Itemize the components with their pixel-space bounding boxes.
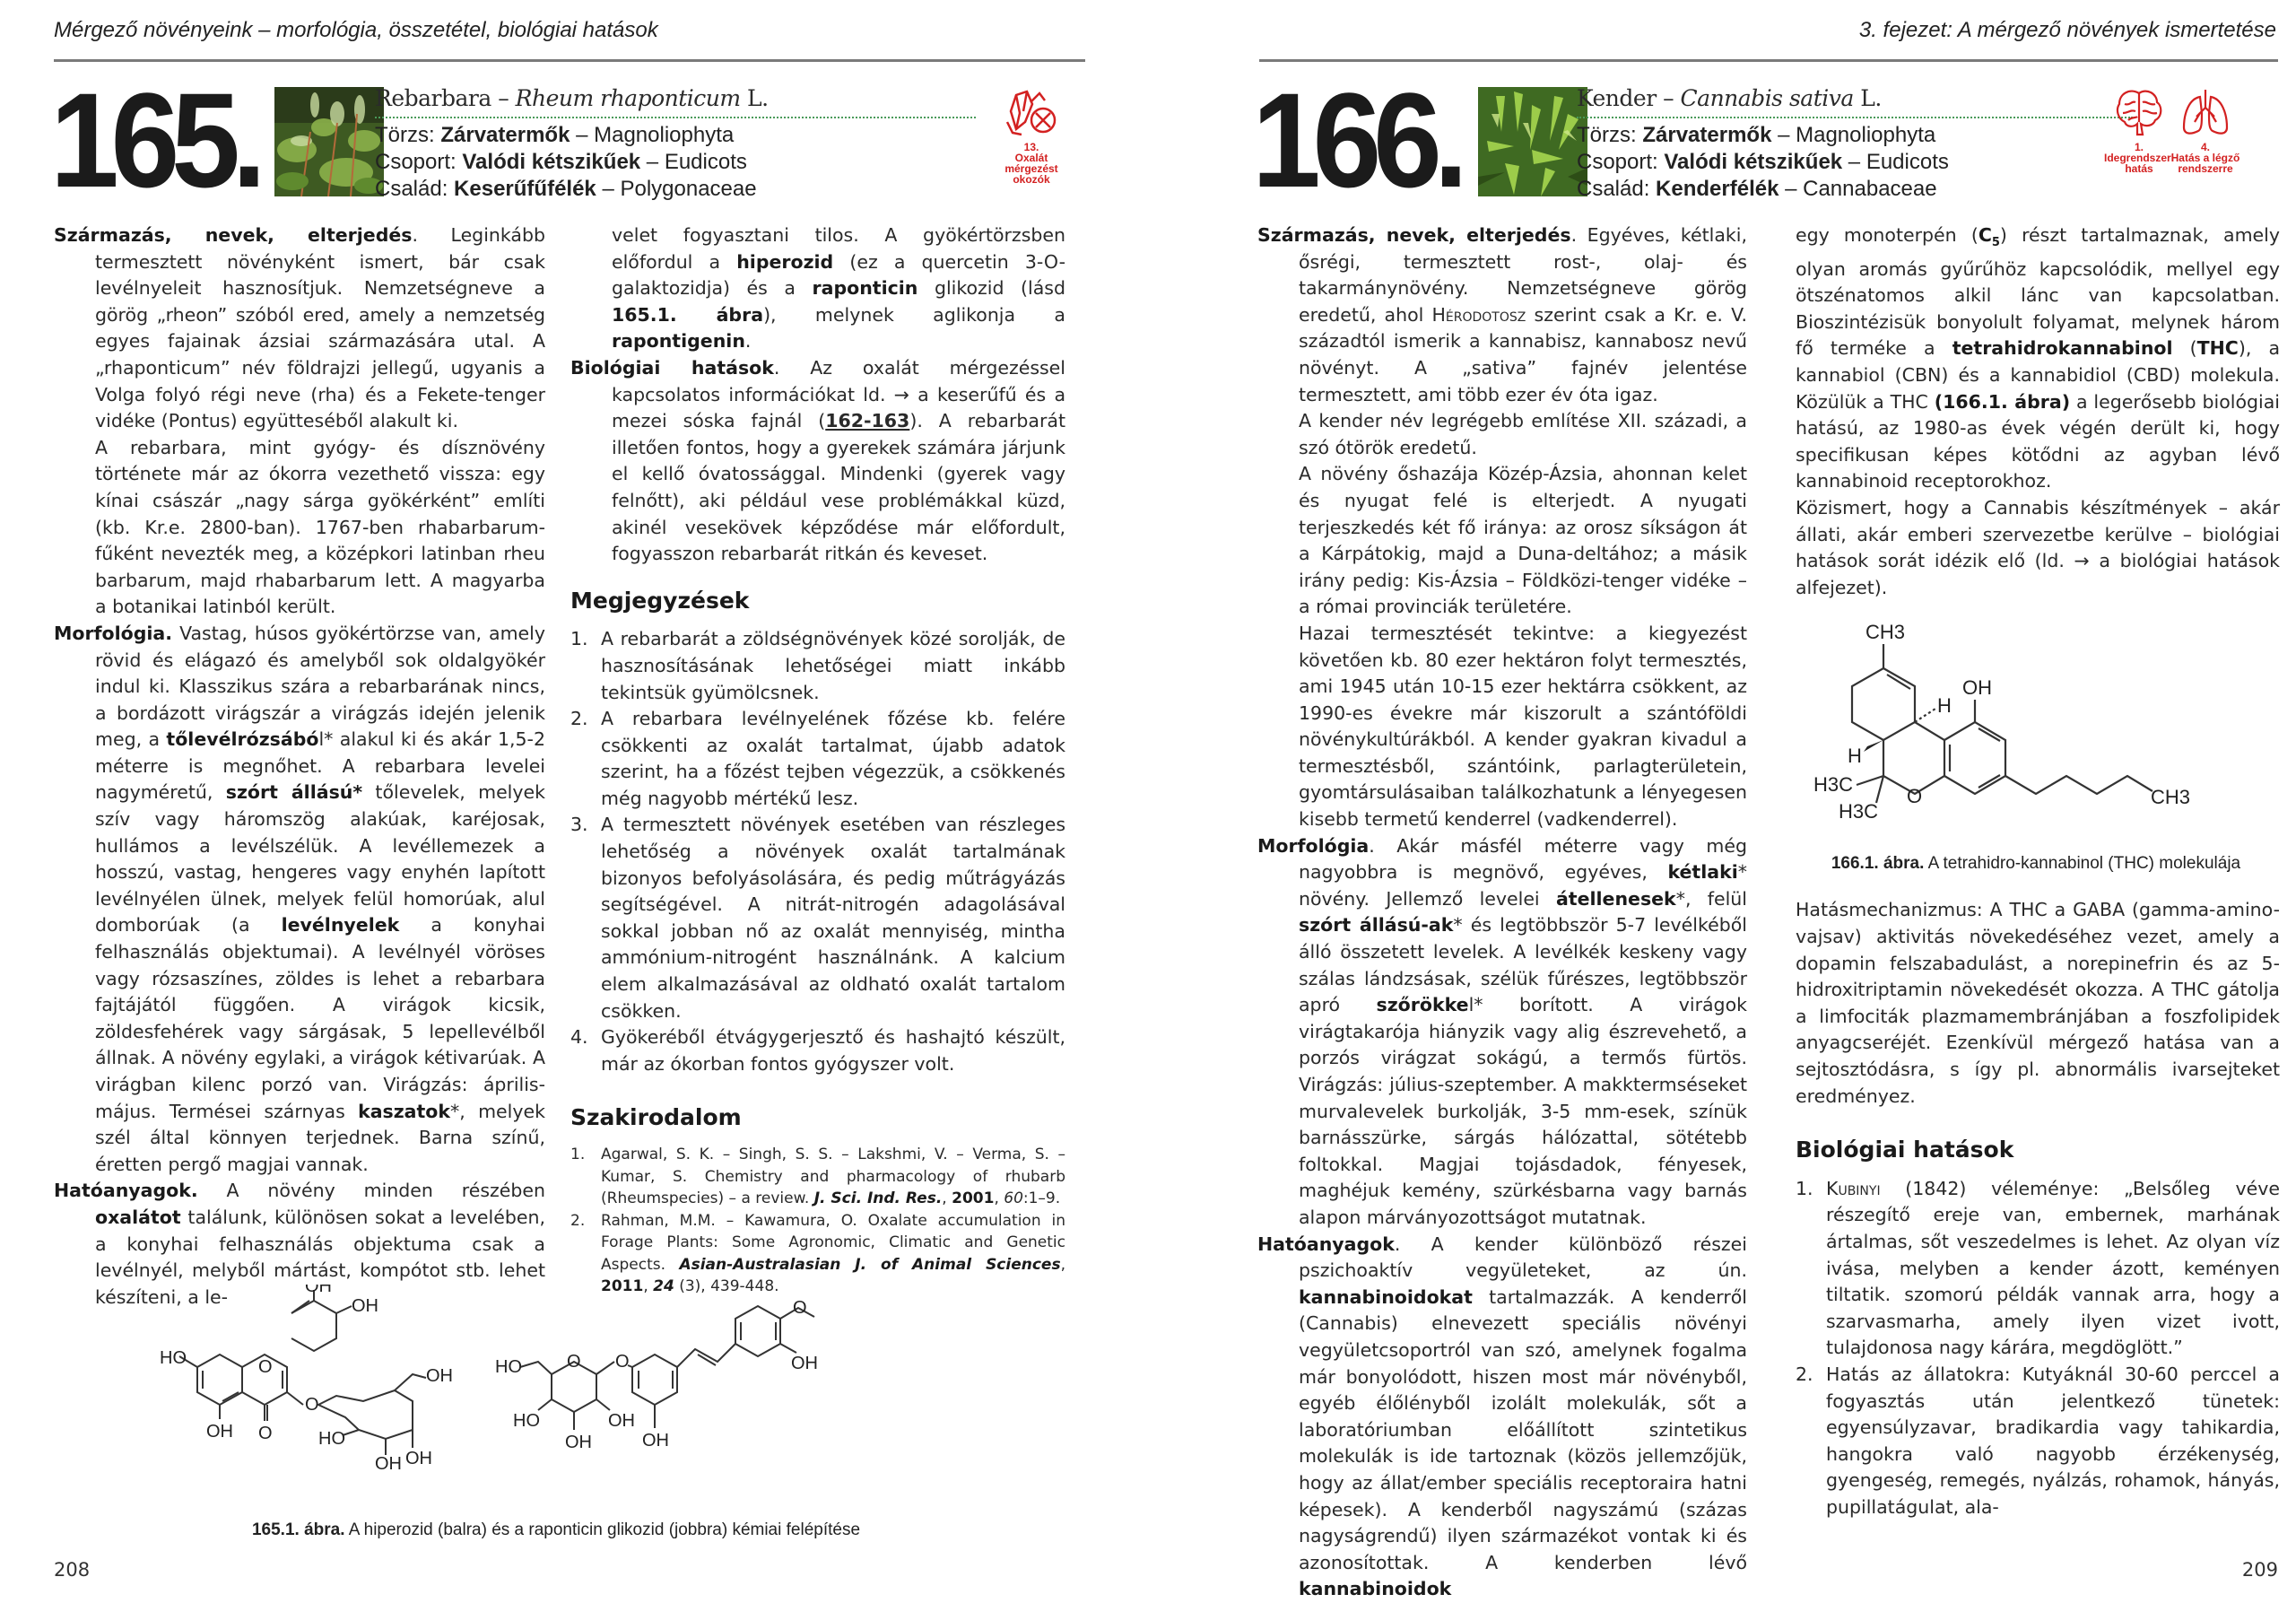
hazard-badge-respiratory	[2170, 86, 2240, 174]
chem-label: H3C	[1839, 800, 1879, 823]
author-abbr: L.	[1853, 85, 1882, 111]
effect-item: 1. Kubinyi (1842) véleménye: „Belsőleg véve részegítő ereje van, embernek, marhának ártalmas, sőt veszedelmes is lehet. Az olyan víz ivása, melyben a kender ázott, keményen tiltatik. szomorú példák vannak arra, hogy a szarvasmarha, amely ilyen vizet ivott, tulajdonosa nagy kárára, megdöglött.”	[1796, 1177, 2280, 1359]
biological-effects-list	[1796, 1176, 2280, 1521]
chem-label: OH	[565, 1433, 592, 1452]
biological-effects-heading: Biológiai hatások	[1796, 1137, 2014, 1163]
chem-label: OH	[405, 1449, 432, 1468]
chem-label: OH	[1962, 676, 1992, 699]
chem-label: OH	[375, 1454, 402, 1474]
chem-label: O	[567, 1352, 581, 1372]
chem-label: HO	[513, 1411, 540, 1431]
name-history-paragraph: A kender név legrégebb említése XII. századi, a szó ótörök eredetű.	[1299, 410, 1747, 458]
thc-molecule-structure	[1794, 619, 2278, 843]
rhubarb-photo	[274, 87, 384, 196]
taxon-group: Csoport: Valódi kétszikűek – Eudicots	[1577, 150, 1949, 174]
page-number: 208	[54, 1559, 91, 1581]
species-title	[375, 85, 976, 118]
chem-label: OH	[608, 1411, 635, 1431]
entry-number: 165.	[50, 65, 258, 215]
entry-number: 166.	[1252, 65, 1460, 215]
spread-paragraph: A növény őshazája Közép-Ázsia, ahonnan kelet és nyugat felé is elterjedt. A nyugati terjeszkedés két fő iránya: az orosz síkságon át a Kárpátokig, majd a Duna-deltához; a másik irány pedig: Kis-Ázsia – Földközi-tenger vidéke – a római provinciák területére.	[1299, 463, 1747, 618]
notes-heading: Megjegyzések	[570, 587, 750, 614]
cannabis-photo	[1478, 87, 1587, 196]
hazard-label: Oxalát mérgezést okozók	[1004, 152, 1058, 186]
hazard-number: 1.	[2134, 141, 2144, 153]
taxon-phylum: Törzs: Zárvatermők – Magnoliophyta	[1577, 123, 1936, 147]
history-paragraph: A rebarbara, mint gyógy- és dísznövény története már az ókorra vezethető vissza: egy kínai császár „nagy sárga gyökérként” említi (kb. Kr.e. 2800-ban). 1767-ben rhabarbarum-fűként nevezték meg, a középkori latinban rheu barbarum, majd rhabarbarum lett. A magyarba a botanikai latinból került.	[95, 436, 545, 618]
note-item: 2. A rebarbara levélnyelének főzése kb. felére csökkenti az oxalát tartalmat, újabb adatok szerint, ha a főzést tejben végezzük, a csökkenés még nagyobb mértékű lesz.	[570, 708, 1065, 809]
common-name: Rebarbara –	[375, 85, 516, 111]
references-heading: Szakirodalom	[570, 1104, 742, 1131]
species-title	[1577, 85, 2133, 118]
figure-caption: 166.1. ábra. A tetrahidro-kannabinol (THC) molekulája	[1831, 854, 2241, 873]
figure-165-1	[144, 1285, 969, 1545]
active-ingredients-continued: velet fogyasztani tilos. A gyökértörzsben előfordul a hiperozid (ez a quercetin 3-O-galaktozidja) és a raponticin glikozid (lásd 165.1. ábra), melynek aglikonja a rapontigenin.	[612, 224, 1065, 353]
cultivation-paragraph: Hazai termesztését tekintve: a kiegyezést követően kb. 80 ezer hektáron folyt termesztés, ami 1945 után 10-15 ezer hektárra csökkent, az 1990-es évekre már kiszorult a szántóföldi növénykultúrákból. A kender gyakran kivadul a termesztésből, szántóink, parlagterületein, gyomtársulásaiban találkozhatunk a lényegesen kisebb termetű kenderrel (vadkenderrel).	[1299, 622, 1747, 831]
text-column-1	[1257, 222, 1747, 1603]
reference-item: 2. Rahman, M.M. – Kawamura, O. Oxalate accumulation in Forage Plants: Some Agronomic, Climatic and Genetic Aspects. Asian-Australasian J. of Animal Sciences, 2011, 24 (3), 439-448.	[570, 1211, 1065, 1295]
active-ingredients-paragraph: Hatóanyagok. A kender különböző részei pszichoaktív vegyületeket, az ún. kannabinoidokat tartalmazzák. A kenderről (Cannabis) elnevezett speciális növényi vegyületcsoportról van szó, amelynek fogalma már bonyolódott, hiszen most már növényből, egyéb élőlényből izolált molekulák, sőt a laboratóriumban előállított szintetikus molekulák is ide tartoznak (közös jellemzőjük, hogy az állat/ember speciális receptoraira hatni képesek). A kenderből nagyszámú (százas nagyságrendű) ilyen származékot vontak ki és azonosítottak. A kenderben lévő kannabinoidok	[1257, 1233, 1747, 1600]
running-head: 3. fejezet: A mérgező növények ismertetése	[1858, 18, 2276, 42]
chem-label: O	[305, 1395, 319, 1415]
oxalate-crystal-icon	[1004, 86, 1059, 138]
header-rule	[1259, 59, 2278, 62]
chem-label: OH	[642, 1431, 669, 1451]
common-name: Kender –	[1577, 85, 1681, 111]
morphology-paragraph: Morfológia. Akár másfél méterre vagy még nagyobbra is megnövő, egyéves, kétlaki* növény. Jellemző levelei átellenesek*, felül szórt állású-ak* és legtöbbször 5-7 levélkéből álló összetett levelek. A levélkék keskeny vagy szálas lándzsásak, szélük fűrészes, legtöbbször apró szőrökkel* borított. A virágok virágtakarója hiányzik vagy alig észrevehető, a porzós virágzat sokágú, a termős fürtös. Virágzás: július-szeptember. A makktermséseket murvalevelek burkolják, 3-5 mm-esek, színük barnásszürke, sárgás hálózattal, sötétebb foltokkal. Magjai tojásdadok, fényesek, maghéjuk kemény, szürkésbarna vagy barnás alapon márványozottságot mutatnak.	[1257, 834, 1747, 1228]
active-ingredients-paragraph: Hatóanyagok. A növény minden részében oxalátot találunk, különösen sokat a levelében, a konyhai felhasználás objektuma csak a levélnyél, melyből mártást, kompótot stb. lehet készíteni, a le-	[54, 1180, 545, 1308]
header-rule	[54, 59, 1085, 62]
right-page	[1148, 0, 2296, 1600]
hazard-label: Hatás a légző rendszerre	[2170, 152, 2240, 175]
hazard-badge-oxalate	[999, 86, 1064, 185]
chem-label: H	[1848, 745, 1862, 767]
chem-label: H3C	[1813, 773, 1854, 796]
taxon-family: Család: Keserűfűfélék – Polygonaceae	[375, 177, 757, 201]
morphology-paragraph: Morfológia. Vastag, húsos gyökértörzse van, amely rövid és elágazó és amelyből sok oldalgyökér indul ki. Klasszikus szára a rebarbarának nincs, a bordázott virágszár a virágzás idején jelenik meg, a tőlevélrózsából* alakul ki és akár 1,5-2 méterre is megnőhet. A rebarbara levelei nagyméretű, szórt állású* tőlevelek, melyek szív vagy háromszög alakúak, karéjosak, hullámos a levélszélük. A levéllemezek a hosszú, vastag, hengeres vagy enyhén lapított levélnyélen ülnek, melyek felül homorúak, alul domborúak (a levélnyelek a konyhai felhasználás objektumai). A levélnyél vöröses vagy rózsaszínes, zöldes is lehet a rebarbara fajtájától függően. A virágok kicsik, zöldesfehérek vagy sárgásak, 5 lepellevélből állnak. A növény egylaki, a virágok kétivarúak. A virágban kilenc porzó van. Virágzás: április-május. Termései szárnyas kaszatok*, melyek szél által könnyen terjednek. Barna színű, éretten pergő magjai vannak.	[54, 622, 545, 1175]
latin-name: Cannabis sativa	[1680, 85, 1854, 111]
chem-label: OH	[352, 1296, 378, 1316]
chem-label: OH	[305, 1285, 332, 1296]
taxon-phylum: Törzs: Zárvatermők – Magnoliophyta	[375, 123, 735, 147]
chem-label: H	[1937, 694, 1952, 717]
active-ingredients-continued: egy monoterpén $(C_5)$ részt tartalmaznak, amely olyan aromás gyűrűhöz kapcsolódik, mellyel egy ötszénatomos alkil lánc van kapcsolatban. Bioszintézisük bonyolult folyamat, melynek három fő terméke a tetrahidrokannabinol (THC), a kannabiol (CBN) és a kannabidiol (CBD) molekula. Közülük a THC (166.1. ábra) a legerősebb biológiai hatású, az 1980-as évek végén derült ki, hogy specifikusan képes kötődni az agyban lévő kannabinoid receptorokhoz.	[1796, 224, 2281, 492]
taxon-family: Család: Kenderfélék – Cannabaceae	[1577, 177, 1937, 201]
effects-overview-paragraph: Közismert, hogy a Cannabis készítmények – akár állati, akár emberi szervezetbe kerülve – biológiai hatások sorát idézik elő (ld. → a biológiai hatások alfejezet).	[1796, 497, 2280, 598]
brain-icon	[2114, 86, 2164, 138]
figure-caption: 165.1. ábra. A hiperozid (balra) és a raponticin glikozid (jobbra) kémiai felépítése	[251, 1520, 861, 1539]
chem-label: OH	[791, 1354, 818, 1373]
chem-label: O	[1907, 785, 1923, 807]
hazard-number: 4.	[2200, 141, 2210, 153]
origin-paragraph: Származás, nevek, elterjedés. Leginkább termesztett növényként ismert, bár csak levélnyeleit hasznosítjuk. Nemzetségneve a görög „rheon” szóból ered, amely a nemzetség egyes fajainak ázsiai származására utal. A „rhaponticum” név földrajzi jellegű, ugyanis a Volga folyó régi neve (rha) és a Fekete-tenger vidéke (Pontus) együtteséből alakult ki.	[54, 224, 545, 432]
chem-label: O	[258, 1424, 273, 1443]
lungs-icon	[2180, 86, 2231, 138]
left-page	[0, 0, 1148, 1593]
cross-reference-link[interactable]: 162-163	[825, 410, 910, 432]
chem-label: HO	[318, 1429, 345, 1449]
chem-label: O	[615, 1352, 630, 1372]
effect-item: 2. Hatás az állatokra: Kutyáknál 30-60 perccel a fogyasztás után jelentkező tünetek: egyensúlyzavar, bradikardia vagy tahikardia, hangokra való nagyobb érzékenység, gyengeség, remegés, nyálzás, rohamok, hányás, pupillatágulat, ala-	[1796, 1363, 2280, 1518]
notes-list	[570, 626, 1065, 1077]
chem-label: HO	[495, 1357, 522, 1377]
chem-label: O	[793, 1298, 807, 1318]
mechanism-paragraph: Hatásmechanizmus: A THC a GABA (gamma-amino-vajsav) aktivitás növekedéséhez vezet, amely a dopamin felszabadulást, a norepinefrin és az 5-hidroxitriptamin növekedését okozza. A THC gátolja a limfociták plazmamembránjában a foszfolipidek anyagcseréjét. Ezenkívül mérgező hatása van a sejtosztódásra, s így pl. abnormális ivarsejteket eredményez.	[1796, 899, 2280, 1107]
taxon-group: Csoport: Valódi kétszikűek – Eudicots	[375, 150, 747, 174]
page-number: 209	[2241, 1559, 2278, 1581]
figure-166-1	[1794, 619, 2278, 888]
text-column-2	[570, 222, 1065, 1298]
chem-label: CH3	[1866, 621, 1906, 643]
hazard-number: 13.	[1023, 141, 1039, 153]
chemical-structures-hyperoside-rhaponticin	[144, 1285, 969, 1504]
chem-label: OH	[426, 1366, 453, 1386]
references-list	[570, 1144, 1065, 1298]
latin-name: Rheum rhaponticum	[515, 85, 741, 111]
species-header	[375, 85, 976, 203]
note-item: 4. Gyökeréből étvágygerjesztő és hashajtó készült, már az ókorban fontos gyógyszer volt.	[570, 1026, 1065, 1075]
hazard-label: Idegrendszeri hatás	[2104, 152, 2175, 175]
text-column-1	[54, 222, 545, 1311]
origin-paragraph: Származás, nevek, elterjedés. Egyéves, kétlaki, ősrégi, termesztett rost-, olaj- és takarmánynövény. Nemzetségneve görög eredetű, ahol Hérodotosz szerint csak a Kr. e. V. századtól ismerik a kannabisz, kannabosz nevű növényt. A „sativa” fajnév jelentése termesztett, ami több ezer év óta igaz.	[1257, 224, 1747, 405]
hazard-badge-nervous-system	[2104, 86, 2174, 174]
running-head: Mérgező növényeink – morfológia, összetétel, biológiai hatások	[54, 18, 658, 42]
chem-label: CH3	[2151, 786, 2191, 808]
note-item: 3. A termesztett növények esetében van részleges lehetőség a növények oxalát tartalmának bizonyos befolyásolására, és pedig műtrágyázás segítségével. A nitrát-nitrogén adagolásával sokkal jobban nő az oxalát mennyiség, mintha ammónium-nitrogént használnánk. A kalcium elem alkalmazásával az oldható oxalát tartalom csökken.	[570, 814, 1065, 1022]
chem-label: HO	[160, 1348, 187, 1368]
chem-label: OH	[206, 1422, 233, 1442]
reference-item: 1. Agarwal, S. K. – Singh, S. S. – Lakshmi, V. – Verma, S. – Kumar, S. Chemistry and pharmacology of rhubarb (Rheumspecies) – a review. J. Sci. Ind. Res., 2001, 60:1–9.	[570, 1146, 1065, 1207]
note-item: 1. A rebarbarát a zöldségnövények közé sorolják, de hasznosításának lehetőségei miatt inkább tekintsük gyümölcsnek.	[570, 628, 1065, 703]
chem-label: O	[258, 1357, 273, 1377]
author-abbr: L.	[740, 85, 769, 111]
species-header	[1577, 85, 2133, 203]
biological-effects-paragraph: Biológiai hatások. Az oxalát mérgezéssel kapcsolatos információkat ld. → a keserűfű és a mezei sóska fajnál (162-163). A rebarbarát illetően fontos, hogy a gyerekek számára járjunk el kellő óvatossággal. Mindenki (gyerek vagy felnőtt), aki például vese problémákkal küzd, akinél vesekövek képződése már előfordult, fogyasszon rebarbarát ritkán és keveset.	[570, 356, 1065, 565]
